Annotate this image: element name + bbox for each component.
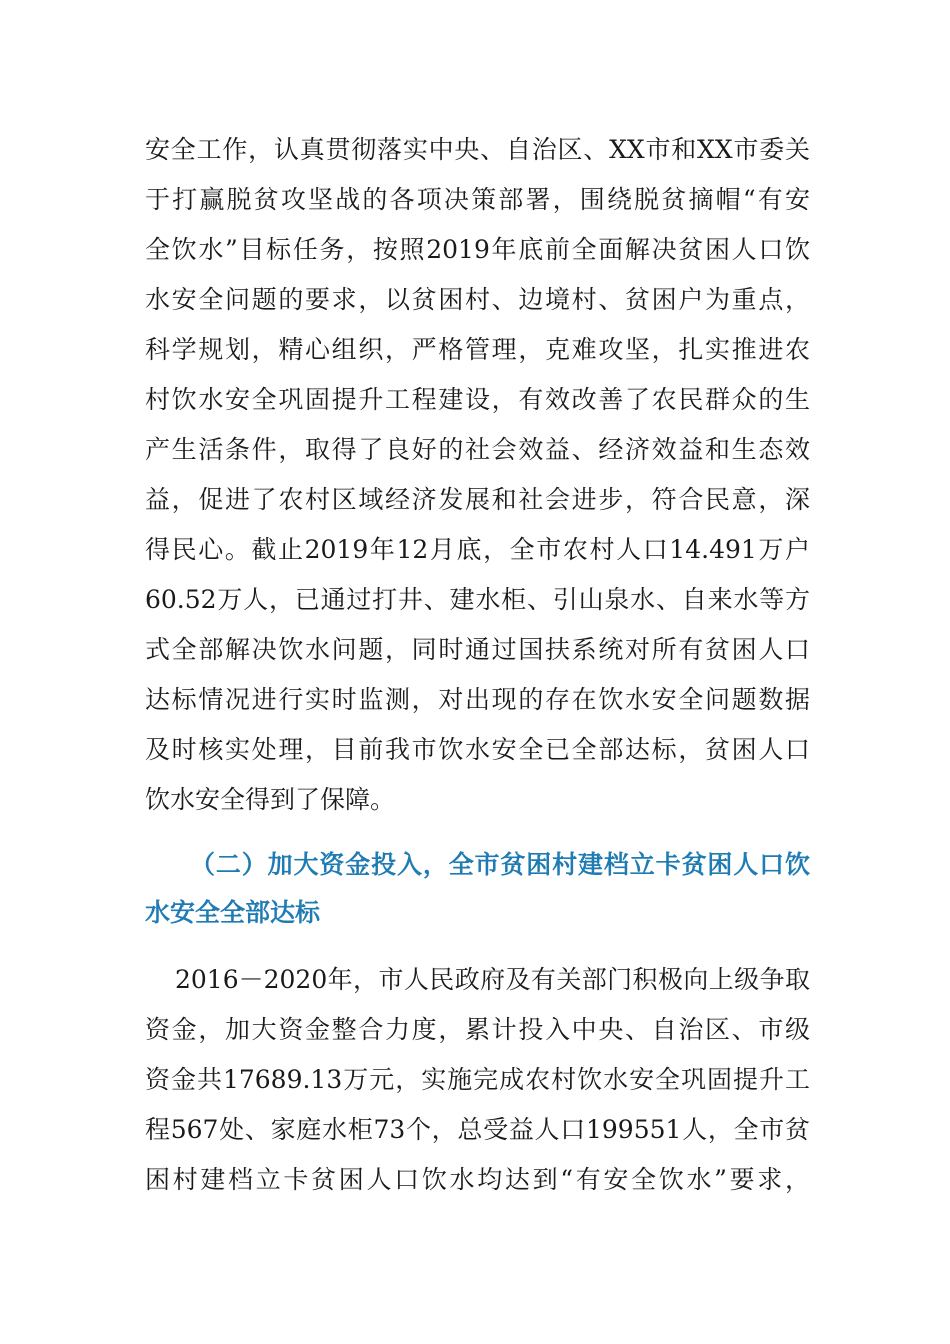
paragraph-line: 益，促进了农村区域经济发展和社会进步，符合民意，深 bbox=[145, 485, 810, 514]
paragraph-line: 产生活条件，取得了良好的社会效益、经济效益和生态效 bbox=[145, 435, 810, 464]
paragraph-line: 村饮水安全巩固提升工程建设，有效改善了农民群众的生 bbox=[145, 385, 810, 414]
paragraph-line: 2016－2020年，市人民政府及有关部门积极向上级争取 bbox=[175, 965, 810, 994]
paragraph-line: 于打赢脱贫攻坚战的各项决策部署，围绕脱贫摘帽“有安 bbox=[145, 185, 810, 214]
paragraph-line: 水安全问题的要求，以贫困村、边境村、贫困户为重点， bbox=[145, 285, 810, 314]
paragraph-line: 饮水安全得到了保障。 bbox=[145, 785, 396, 814]
paragraph-line: 程567处、家庭水柜73个，总受益人口199551人，全市贫 bbox=[145, 1115, 810, 1144]
paragraph-line: 困村建档立卡贫困人口饮水均达到“有安全饮水”要求， bbox=[145, 1165, 810, 1194]
paragraph-line: 达标情况进行实时监测，对出现的存在饮水安全问题数据 bbox=[145, 685, 810, 714]
paragraph-line: 式全部解决饮水问题，同时通过国扶系统对所有贫困人口 bbox=[145, 635, 810, 664]
paragraph-line: 得民心。截止2019年12月底，全市农村人口14.491万户 bbox=[145, 535, 810, 564]
paragraph-line: 60.52万人，已通过打井、建水柜、引山泉水、自来水等方 bbox=[145, 585, 810, 614]
paragraph-line: 安全工作，认真贯彻落实中央、自治区、XX市和XX市委关 bbox=[145, 135, 810, 164]
heading-line: 水安全全部达标 bbox=[145, 898, 321, 927]
paragraph-line: 资金共17689.13万元，实施完成农村饮水安全巩固提升工 bbox=[145, 1065, 810, 1094]
paragraph-line: 全饮水”目标任务，按照2019年底前全面解决贫困人口饮 bbox=[145, 235, 810, 264]
paragraph-line: 科学规划，精心组织，严格管理，克难攻坚，扎实推进农 bbox=[145, 335, 810, 364]
heading-line: （二）加大资金投入，全市贫困村建档立卡贫困人口饮 bbox=[190, 850, 810, 879]
paragraph-line: 及时核实处理，目前我市饮水安全已全部达标，贫困人口 bbox=[145, 735, 810, 764]
paragraph-line: 资金，加大资金整合力度，累计投入中央、自治区、市级 bbox=[145, 1015, 810, 1044]
